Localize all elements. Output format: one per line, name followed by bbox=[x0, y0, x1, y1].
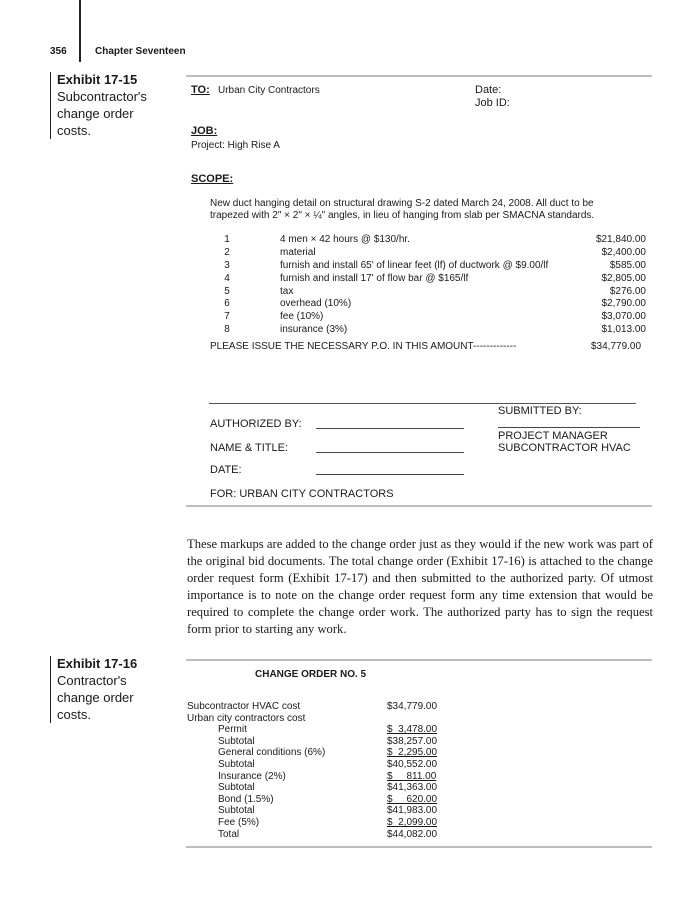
item-description: fee (10%) bbox=[280, 311, 324, 323]
item-amount: $585.00 bbox=[609, 259, 646, 271]
form-top-rule bbox=[186, 75, 652, 77]
authorized-by-line[interactable] bbox=[316, 428, 464, 429]
item-number: 3 bbox=[224, 259, 230, 271]
change-order-row-value: $ 2,099.00 bbox=[387, 816, 438, 828]
cost-items-list bbox=[210, 234, 646, 337]
item-description: furnish and install 17' of flow bar @ $165/lf bbox=[280, 272, 469, 284]
cost-item-row bbox=[210, 247, 646, 260]
date-signature-label: DATE: bbox=[210, 464, 242, 476]
change-order-row bbox=[187, 817, 457, 829]
change-order-title: CHANGE ORDER NO. 5 bbox=[255, 669, 367, 680]
change-order-row bbox=[187, 713, 457, 725]
project-text: Project: High Rise A bbox=[191, 140, 280, 151]
name-title-line[interactable] bbox=[316, 452, 464, 453]
change-order-row-label: Insurance (2%) bbox=[218, 770, 286, 782]
change-order-table bbox=[187, 701, 457, 840]
item-description: insurance (3%) bbox=[280, 324, 348, 336]
change-order-row-label: Permit bbox=[218, 724, 247, 736]
change-order-row-value: $ 620.00 bbox=[387, 793, 438, 805]
change-order-row bbox=[187, 794, 457, 806]
date-line[interactable] bbox=[316, 474, 464, 475]
scope-line: trapezed with 2" × 2" × ¼" angles, in lieu of hanging from slab per SMACNA standards. bbox=[210, 210, 595, 221]
item-amount: $276.00 bbox=[609, 285, 646, 297]
change-order-row-value: $34,779.00 bbox=[387, 701, 438, 712]
date-label: Date: bbox=[475, 84, 502, 96]
item-amount: $3,070.00 bbox=[601, 311, 646, 323]
item-description: tax bbox=[280, 285, 294, 297]
change-order-row-label: Subtotal bbox=[218, 758, 255, 770]
change-order-row bbox=[187, 747, 457, 759]
change-order-row bbox=[187, 736, 457, 748]
change-order-row-label: Subtotal bbox=[218, 735, 255, 747]
submitted-by-label: SUBMITTED BY: bbox=[498, 405, 582, 417]
cost-item-row bbox=[210, 273, 646, 286]
change-order-row-value: $ 811.00 bbox=[387, 770, 437, 782]
project-manager-label: PROJECT MANAGER bbox=[498, 430, 608, 442]
change-order-row-value: $40,552.00 bbox=[387, 758, 438, 770]
cost-item-row bbox=[210, 324, 646, 337]
exhibit-caption-line: change order bbox=[57, 690, 134, 705]
change-order-row-value: $ 2,295.00 bbox=[387, 747, 438, 759]
item-number: 7 bbox=[224, 311, 230, 323]
change-order-top-rule bbox=[186, 659, 652, 661]
change-order-row-value: $38,257.00 bbox=[387, 735, 438, 747]
change-order-row bbox=[187, 805, 457, 817]
exhibit-17-16-caption bbox=[50, 656, 167, 723]
item-amount: $1,013.00 bbox=[601, 324, 646, 336]
change-order-row-label: Fee (5%) bbox=[218, 816, 260, 828]
name-title-label: NAME & TITLE: bbox=[210, 442, 289, 454]
item-number: 1 bbox=[224, 234, 230, 245]
scope-line: New duct hanging detail on structural drawing S-2 dated March 24, 2008. All duct to be bbox=[210, 198, 594, 209]
to-value: Urban City Contractors bbox=[218, 85, 320, 96]
change-order-row bbox=[187, 829, 457, 841]
cost-item-row bbox=[210, 260, 646, 273]
subcontractor-hvac-label: SUBCONTRACTOR HVAC bbox=[498, 442, 631, 454]
job-id-label: Job ID: bbox=[475, 97, 510, 109]
change-order-row bbox=[187, 724, 457, 736]
item-number: 2 bbox=[224, 246, 230, 258]
item-description: 4 men × 42 hours @ $130/hr. bbox=[280, 234, 410, 245]
for-text: FOR: URBAN CITY CONTRACTORS bbox=[210, 488, 394, 500]
item-description: overhead (10%) bbox=[280, 298, 352, 310]
header-divider bbox=[79, 0, 81, 62]
chapter-title: Chapter Seventeen bbox=[95, 46, 186, 57]
change-order-row-value bbox=[387, 713, 457, 725]
exhibit-number: Exhibit 17-16 bbox=[57, 656, 138, 671]
submitted-by-line[interactable] bbox=[498, 427, 640, 428]
job-label: JOB: bbox=[191, 125, 218, 137]
exhibit-caption-line: costs. bbox=[57, 123, 91, 138]
change-order-row-label: Urban city contractors cost bbox=[187, 712, 306, 724]
exhibit-caption-line: change order bbox=[57, 106, 134, 121]
item-number: 8 bbox=[224, 324, 230, 336]
change-order-row-label: Bond (1.5%) bbox=[218, 793, 274, 805]
item-number: 5 bbox=[224, 285, 230, 297]
change-order-row-label: Subcontractor HVAC cost bbox=[187, 701, 301, 712]
change-order-row bbox=[187, 759, 457, 771]
change-order-row-label: Subtotal bbox=[218, 782, 255, 794]
change-order-row bbox=[187, 782, 457, 794]
scope-label: SCOPE: bbox=[191, 173, 234, 185]
cost-item-row bbox=[210, 234, 646, 247]
page-number: 356 bbox=[50, 46, 67, 57]
to-label: TO: bbox=[191, 84, 210, 96]
exhibit-number: Exhibit 17-15 bbox=[57, 72, 138, 87]
change-order-row-value: $41,363.00 bbox=[387, 782, 438, 794]
change-order-row bbox=[187, 771, 457, 783]
exhibit-caption-line: Subcontractor's bbox=[57, 89, 147, 104]
change-order-row-value: $ 3,478.00 bbox=[387, 724, 438, 736]
change-order-row-label: Subtotal bbox=[218, 805, 255, 817]
body-paragraph bbox=[187, 536, 653, 638]
issue-po-text: PLEASE ISSUE THE NECESSARY P.O. IN THIS AMOUNT------------- bbox=[210, 341, 517, 352]
issue-po-amount: $34,779.00 bbox=[591, 341, 642, 352]
item-amount: $2,805.00 bbox=[601, 272, 646, 284]
cost-item-row bbox=[210, 298, 646, 311]
item-description: material bbox=[280, 246, 316, 258]
form-bottom-rule bbox=[186, 505, 652, 507]
item-amount: $21,840.00 bbox=[595, 234, 646, 245]
item-amount: $2,400.00 bbox=[601, 246, 646, 258]
exhibit-caption-line: Contractor's bbox=[57, 673, 127, 688]
item-number: 6 bbox=[224, 298, 230, 310]
item-description: furnish and install 65' of linear feet (lf) of ductwork @ $9.00/lf bbox=[280, 259, 549, 271]
change-order-bottom-rule bbox=[186, 846, 652, 848]
exhibit-caption-line: costs. bbox=[57, 707, 91, 722]
signature-top-rule bbox=[209, 403, 636, 404]
cost-item-row bbox=[210, 311, 646, 324]
change-order-row-value: $44,082.00 bbox=[387, 828, 438, 840]
change-order-row-label: Total bbox=[218, 828, 240, 840]
item-number: 4 bbox=[224, 272, 230, 284]
item-amount: $2,790.00 bbox=[601, 298, 646, 310]
change-order-row-label: General conditions (6%) bbox=[218, 747, 326, 759]
change-order-row bbox=[187, 701, 457, 713]
exhibit-17-15-caption bbox=[50, 72, 167, 139]
change-order-row-value: $41,983.00 bbox=[387, 805, 438, 817]
cost-item-row bbox=[210, 286, 646, 299]
authorized-by-label: AUTHORIZED BY: bbox=[210, 418, 302, 430]
paragraph-text: These markups are added to the change order just as they would if the new work was part of the original bid documents. The total change order (Exhibit 17-16) is attached to the change order request form (Exhibit 17-17) and then submitted to the authorized party. Of utmost importance is to note on the change order request form any time extension that would be required to complete the change order work. The authorized party has to sign the request form prior to starting any work. bbox=[187, 537, 653, 636]
